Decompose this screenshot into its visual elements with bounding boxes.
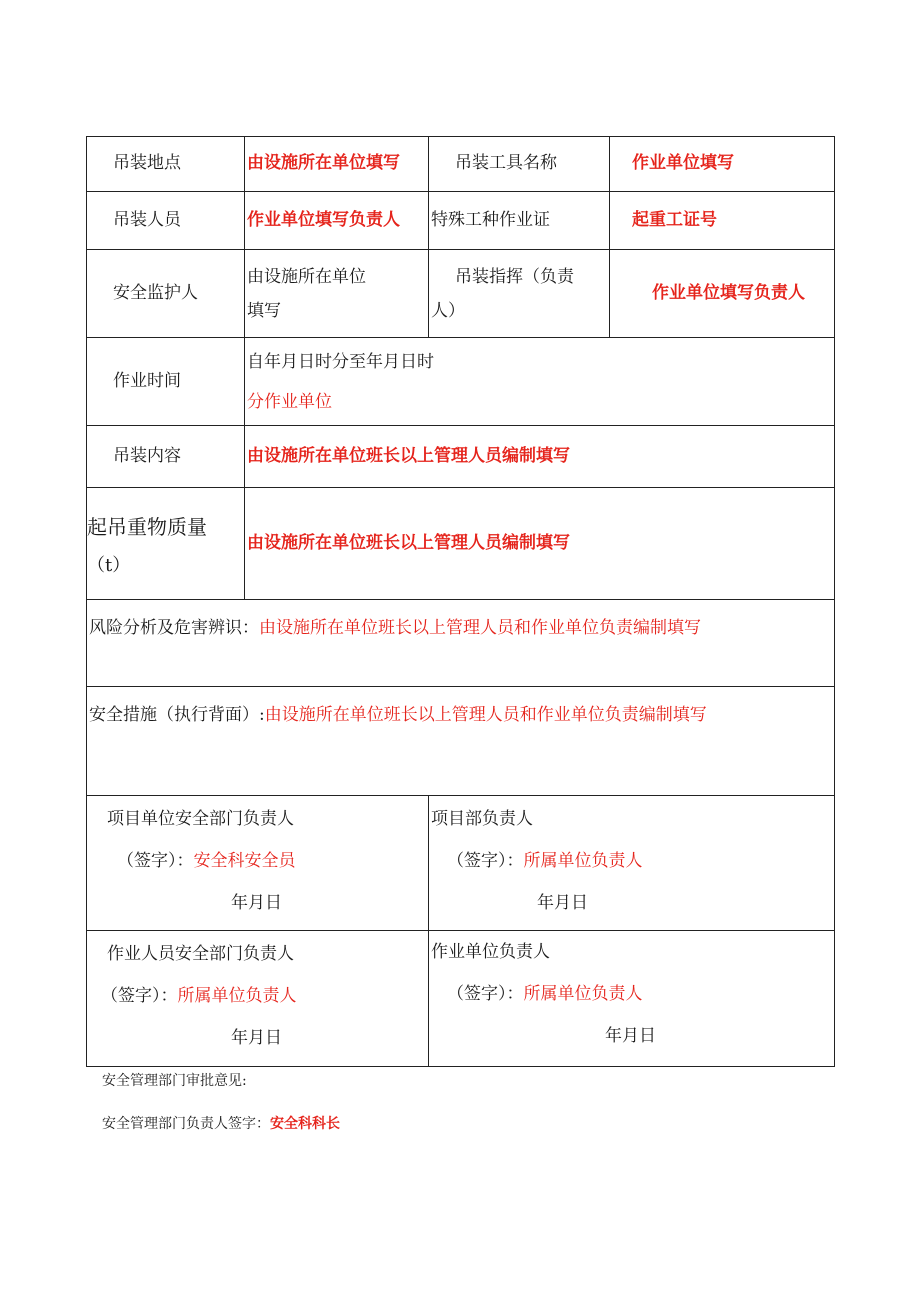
label-lifting-commander-line1: 吊装指挥（负责 (455, 266, 574, 287)
label-special-work-certificate: 特殊工种作业证 (429, 192, 610, 250)
label-lifting-location: 吊装地点 (87, 137, 245, 192)
worker-safety-head-title: 作业人员安全部门负责人 (107, 944, 294, 964)
project-dept-head-sign-value: 所属单位负责人 (523, 851, 643, 871)
cell-safety-measures[interactable] (87, 687, 835, 796)
worker-safety-head-sign-label: （签字）： (101, 986, 178, 1006)
cell-work-unit-head[interactable] (429, 931, 835, 1067)
value-work-time-line2: 分作业单位 (247, 391, 332, 412)
cell-worker-safety-head[interactable] (87, 931, 429, 1067)
value-lifting-tool-name[interactable]: 作业单位填写 (610, 137, 835, 192)
label-safety-guardian: 安全监护人 (87, 250, 245, 338)
worker-safety-head-date: 年月日 (231, 1028, 282, 1048)
approval-signature-label: 安全管理部门负责人签字： (102, 1116, 270, 1132)
row-safety-guardian (87, 250, 835, 338)
row-signatures-1 (87, 796, 835, 931)
project-dept-head-date: 年月日 (537, 893, 588, 913)
label-lifting-personnel: 吊装人员 (87, 192, 245, 250)
label-load-weight (87, 488, 245, 600)
value-lifting-personnel[interactable]: 作业单位填写负责人 (245, 192, 429, 250)
approval-opinion-label: 安全管理部门审批意见: (102, 1073, 247, 1089)
row-lifting-content (87, 426, 835, 488)
value-safety-guardian-line1: 由设施所在单位 (247, 266, 366, 287)
work-unit-head-date: 年月日 (605, 1026, 656, 1046)
row-safety-measures (87, 687, 835, 796)
value-load-weight[interactable]: 由设施所在单位班长以上管理人员编制填写 (245, 488, 835, 600)
work-unit-head-title: 作业单位负责人 (431, 942, 550, 962)
label-load-weight-line2: （t） (87, 554, 131, 576)
value-work-time-line1: 自年月日时分至年月日时 (247, 351, 434, 372)
project-safety-head-sign-label: （签字）： (117, 851, 194, 871)
project-safety-head-title: 项目单位安全部门负责人 (107, 809, 294, 829)
value-safety-guardian[interactable] (245, 250, 429, 338)
project-safety-head-sign-value: 安全科安全员 (193, 851, 296, 871)
lifting-permit-form (86, 136, 835, 1067)
label-safety-measures: 安全措施（执行背面）: (89, 705, 265, 725)
row-risk-analysis (87, 600, 835, 687)
label-work-time: 作业时间 (87, 338, 245, 426)
cell-risk-analysis[interactable] (87, 600, 835, 687)
label-lifting-commander-line2: 人） (431, 300, 465, 321)
row-lifting-location (87, 137, 835, 192)
label-lifting-commander (429, 250, 610, 338)
approval-signature-line (102, 1113, 340, 1133)
project-safety-head-date: 年月日 (231, 893, 282, 913)
label-risk-analysis: 风险分析及危害辨识： (89, 618, 259, 638)
project-dept-head-title: 项目部负责人 (431, 809, 533, 829)
value-safety-guardian-line2: 填写 (247, 300, 281, 321)
value-lifting-commander[interactable]: 作业单位填写负责人 (610, 250, 835, 338)
cell-project-safety-head[interactable] (87, 796, 429, 931)
value-risk-analysis: 由设施所在单位班长以上管理人员和作业单位负责编制填写 (259, 618, 701, 638)
project-dept-head-sign-label: （签字）： (447, 851, 524, 871)
label-lifting-tool-name: 吊装工具名称 (429, 137, 610, 192)
value-lifting-content[interactable]: 由设施所在单位班长以上管理人员编制填写 (245, 426, 835, 488)
worker-safety-head-sign-value: 所属单位负责人 (177, 986, 297, 1006)
row-signatures-2 (87, 931, 835, 1067)
row-work-time (87, 338, 835, 426)
label-load-weight-line1: 起吊重物质量 (87, 514, 207, 539)
row-lifting-personnel (87, 192, 835, 250)
value-special-work-certificate[interactable]: 起重工证号 (610, 192, 835, 250)
work-unit-head-sign-label: （签字）： (447, 984, 524, 1004)
work-unit-head-sign-value: 所属单位负责人 (523, 984, 643, 1004)
value-work-time[interactable] (245, 338, 835, 426)
label-lifting-content: 吊装内容 (87, 426, 245, 488)
approval-signature-value[interactable]: 安全科科长 (270, 1116, 340, 1132)
cell-project-dept-head[interactable] (429, 796, 835, 931)
value-lifting-location[interactable]: 由设施所在单位填写 (245, 137, 429, 192)
value-safety-measures: 由设施所在单位班长以上管理人员和作业单位负责编制填写 (264, 705, 707, 725)
row-load-weight (87, 488, 835, 600)
